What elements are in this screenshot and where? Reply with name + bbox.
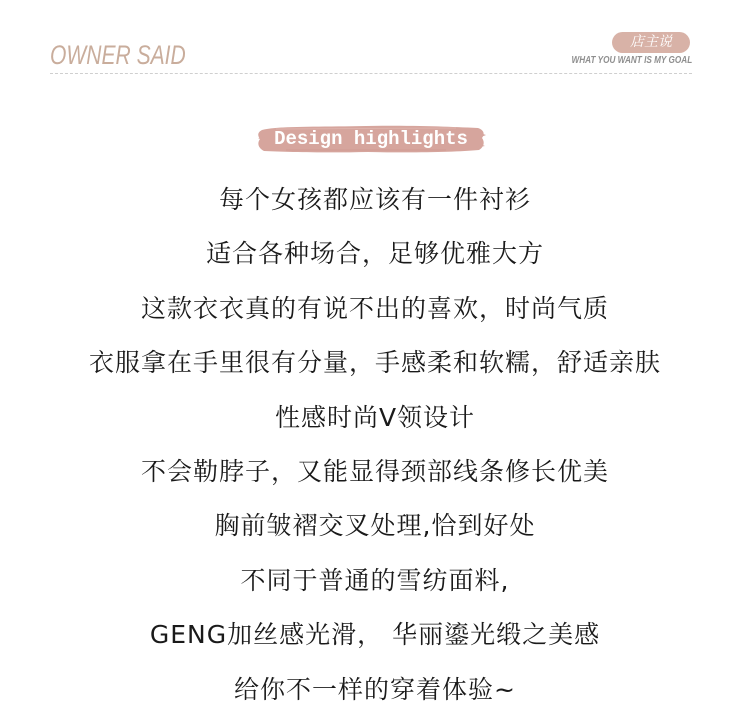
slogan-text: WHAT YOU WANT IS MY GOAL <box>571 55 692 66</box>
copy-line: 这款衣衣真的有说不出的喜欢，时尚气质 <box>140 293 609 323</box>
header-divider <box>50 73 692 74</box>
shop-owner-badge: 店主说 <box>612 32 690 53</box>
copy-line: 每个女孩都应该有一件衬衫 <box>218 185 531 214</box>
copy-line: 不会勒脖子，又能显得颈部线条修长优美 <box>140 456 609 486</box>
copy-line: 性感时尚V领设计 <box>274 402 476 432</box>
copy-line: GENG加丝感光滑， 华丽鎏光缎之美感 <box>149 620 601 650</box>
copy-line: 适合各种场合，足够优雅大方 <box>205 239 544 269</box>
copy-line: 给你不一样的穿着体验~ <box>234 674 516 704</box>
description-copy <box>0 173 750 717</box>
copy-line: 不同于普通的雪纺面料, <box>240 565 510 595</box>
copy-line: 衣服拿在手里很有分量，手感柔和软糯，舒适亲肤 <box>88 348 661 378</box>
design-highlights-badge <box>256 124 486 154</box>
design-highlights-title: Design highlights <box>274 128 468 150</box>
owner-said-heading: OWNER SAID <box>50 40 186 70</box>
copy-line: 胸前皱褶交叉处理,恰到好处 <box>214 511 536 541</box>
